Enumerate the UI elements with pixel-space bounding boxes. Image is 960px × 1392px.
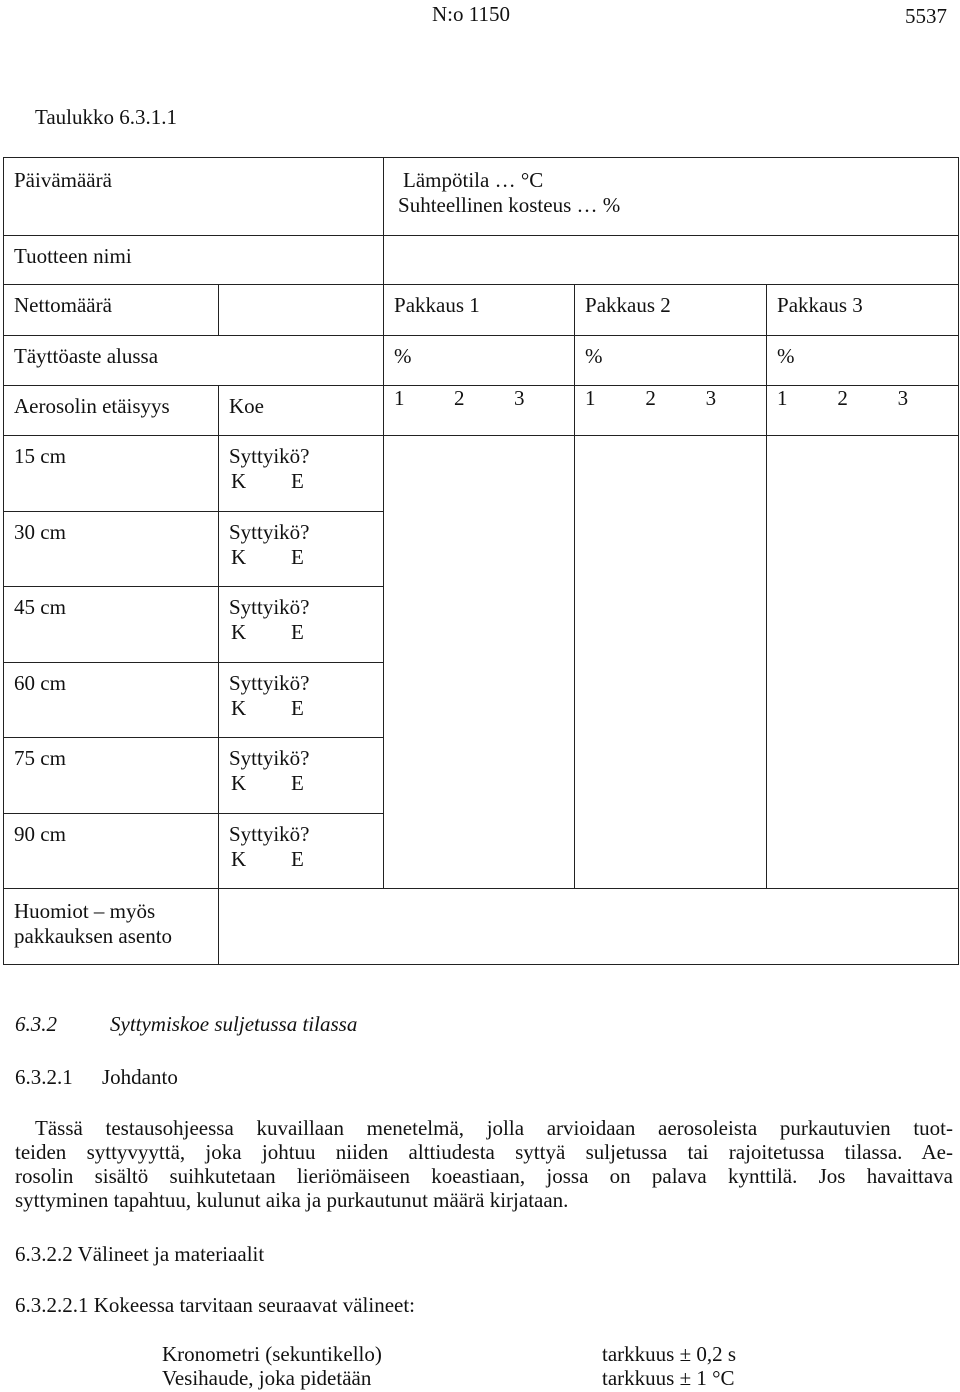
- trial-1: 1: [777, 386, 788, 410]
- tools-title: Välineet ja materiaalit: [77, 1242, 265, 1266]
- no-option: E: [291, 620, 304, 644]
- page-number: 5537: [905, 4, 947, 28]
- ignition-cell: [219, 587, 384, 663]
- yes-option: K: [231, 620, 247, 644]
- no-option: E: [291, 771, 304, 795]
- product-name-value: [384, 236, 959, 285]
- intro-title: Johdanto: [102, 1065, 178, 1089]
- distance-value: 90 cm: [14, 822, 66, 846]
- fill-ratio-1: [384, 336, 575, 386]
- tools-heading: [15, 1242, 264, 1267]
- fill-ratio-cell: [4, 336, 384, 386]
- distance-value: 30 cm: [14, 520, 66, 544]
- fill-ratio-2: [575, 336, 767, 386]
- ignition-question: Syttyikö?: [229, 746, 310, 770]
- no-option: E: [291, 545, 304, 569]
- distance-value: 75 cm: [14, 746, 66, 770]
- test-label: Koe: [229, 394, 264, 418]
- distance-row-label: [4, 512, 219, 587]
- trial-3: 3: [705, 386, 717, 410]
- intro-heading: [15, 1065, 178, 1090]
- trials-package-1: [384, 386, 575, 436]
- package-3-label: Pakkaus 3: [777, 293, 863, 317]
- paragraph-line: Tässä testausohjeessa kuvaillaan menetelmä, jolla arvioidaan aerosoleista purkautuvien tuot-: [35, 1116, 953, 1140]
- product-name-cell: [4, 236, 384, 285]
- ignition-cell: [219, 436, 384, 512]
- test-record-table: [3, 157, 959, 965]
- trial-1: 1: [585, 386, 596, 410]
- conditions-cell: [384, 158, 959, 236]
- trial-2: 2: [837, 386, 848, 410]
- package-1-header: [384, 285, 575, 336]
- trial-2: 2: [645, 386, 656, 410]
- percent-3: %: [777, 344, 795, 368]
- tools-number: 6.3.2.2: [15, 1242, 73, 1266]
- package-2-label: Pakkaus 2: [585, 293, 671, 317]
- no-option: E: [291, 696, 304, 720]
- trial-1: 1: [394, 386, 405, 410]
- tools-intro-text: Kokeessa tarvitaan seuraavat välineet:: [93, 1293, 416, 1317]
- tools-intro-number: 6.3.2.2.1: [15, 1293, 89, 1317]
- notes-label-cell: [4, 889, 219, 965]
- distance-label: Aerosolin etäisyys: [14, 394, 170, 418]
- product-name-label: Tuotteen nimi: [14, 244, 132, 268]
- paragraph-line: syttyminen tapahtuu, kulunut aika ja purkautunut määrä kirjataan.: [15, 1188, 569, 1212]
- notes-value: [219, 889, 959, 965]
- equipment-name: Vesihaude, joka pidetään: [162, 1366, 372, 1390]
- distance-header: [4, 386, 219, 436]
- humidity-label: Suhteellinen kosteus … %: [398, 193, 621, 217]
- equipment-accuracy: tarkkuus ± 0,2 s: [602, 1342, 737, 1366]
- distance-row-label: [4, 814, 219, 889]
- net-amount-value: [219, 285, 384, 336]
- trials-package-3: [767, 386, 959, 436]
- date-cell: [4, 158, 384, 236]
- test-header: [219, 386, 384, 436]
- package-2-results: [575, 436, 767, 889]
- net-amount-label: Nettomäärä: [14, 293, 112, 317]
- yes-option: K: [231, 469, 247, 493]
- distance-row-label: [4, 436, 219, 512]
- equipment-name: Kronometri (sekuntikello): [162, 1342, 382, 1366]
- trial-3: 3: [514, 386, 525, 410]
- package-1-results: [384, 436, 575, 889]
- ignition-question: Syttyikö?: [229, 822, 310, 846]
- distance-row-label: [4, 663, 219, 738]
- distance-row-label: [4, 738, 219, 814]
- document-number: N:o 1150: [432, 2, 510, 26]
- section-title: Syttymiskoe suljetussa tilassa: [110, 1012, 358, 1036]
- yes-option: K: [231, 771, 247, 795]
- date-label: Päivämäärä: [14, 168, 112, 192]
- no-option: E: [291, 847, 304, 871]
- ignition-cell: [219, 738, 384, 814]
- package-1-label: Pakkaus 1: [394, 293, 480, 317]
- tools-intro: [15, 1293, 415, 1318]
- ignition-cell: [219, 814, 384, 889]
- fill-ratio-label: Täyttöaste alussa: [14, 344, 159, 368]
- package-3-results: [767, 436, 959, 889]
- distance-value: 60 cm: [14, 671, 66, 695]
- yes-option: K: [231, 545, 247, 569]
- intro-number: 6.3.2.1: [15, 1065, 73, 1089]
- notes-label-line-1: Huomiot – myös: [14, 899, 156, 923]
- intro-paragraph: [15, 1116, 953, 1212]
- trial-3: 3: [897, 386, 909, 410]
- ignition-question: Syttyikö?: [229, 671, 310, 695]
- temperature-label: Lämpötila … °C: [403, 168, 544, 192]
- table-caption: Taulukko 6.3.1.1: [35, 105, 178, 129]
- package-2-header: [575, 285, 767, 336]
- section-number: 6.3.2: [15, 1012, 57, 1036]
- net-amount-cell: [4, 285, 219, 336]
- distance-row-label: [4, 587, 219, 663]
- equipment-accuracy: tarkkuus ± 1 °C: [602, 1366, 735, 1390]
- ignition-question: Syttyikö?: [229, 520, 310, 544]
- ignition-question: Syttyikö?: [229, 444, 310, 468]
- no-option: E: [291, 469, 304, 493]
- ignition-cell: [219, 512, 384, 587]
- paragraph-line: rosolin sisältö suihkutetaan lieriömäiseen koeastiaan, jossa on palava kynttilä. Jos havaittava: [15, 1164, 953, 1188]
- distance-value: 45 cm: [14, 595, 66, 619]
- yes-option: K: [231, 847, 247, 871]
- percent-2: %: [585, 344, 603, 368]
- ignition-question: Syttyikö?: [229, 595, 310, 619]
- fill-ratio-3: [767, 336, 959, 386]
- section-heading: [15, 1012, 357, 1037]
- ignition-cell: [219, 663, 384, 738]
- notes-label-line-2: pakkauksen asento: [14, 924, 173, 948]
- yes-option: K: [231, 696, 247, 720]
- paragraph-line: teiden syttyvyyttä, joka johtuu niiden alttiudesta syttyä suljetussa tai rajoitetussa tilassa. Ae-: [15, 1140, 953, 1164]
- trials-package-2: [575, 386, 767, 436]
- distance-value: 15 cm: [14, 444, 66, 468]
- percent-1: %: [394, 344, 412, 368]
- trial-2: 2: [454, 386, 465, 410]
- package-3-header: [767, 285, 959, 336]
